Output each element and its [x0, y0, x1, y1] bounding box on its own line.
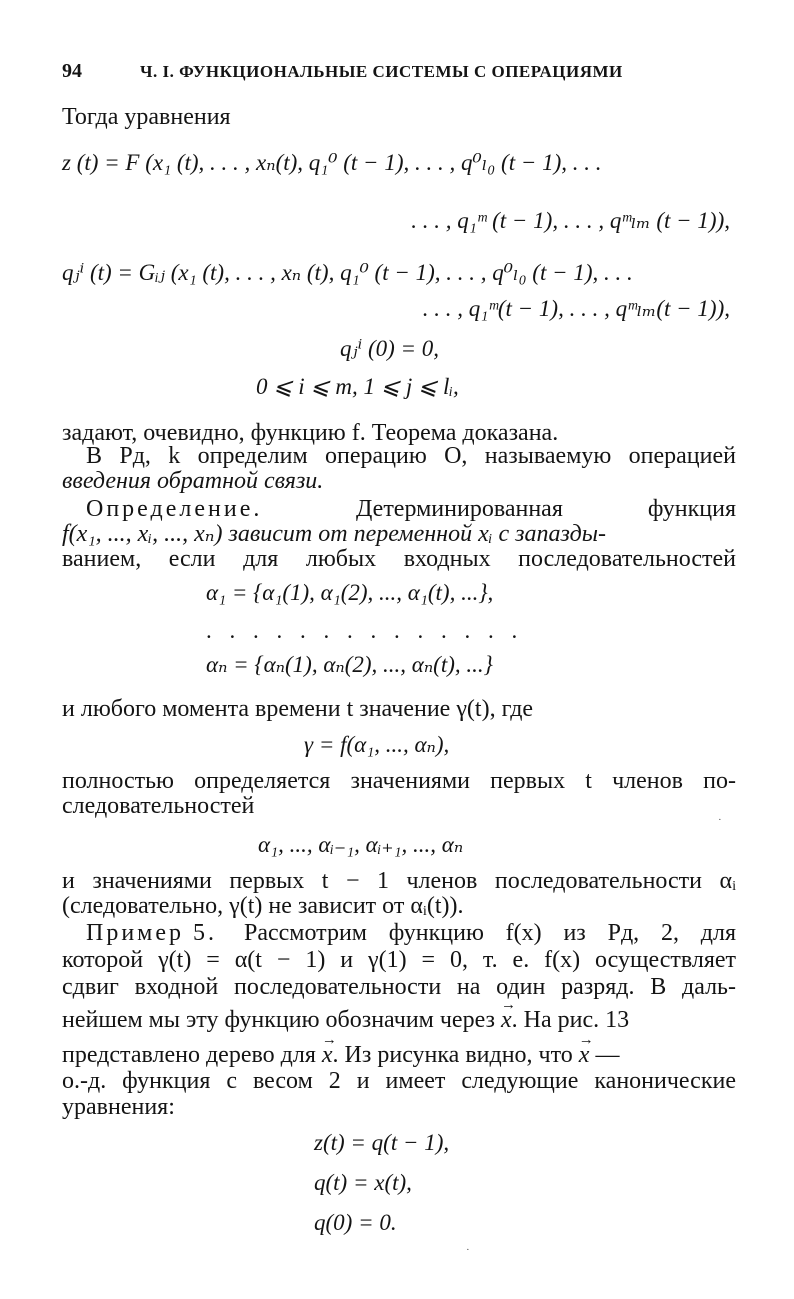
x-arrow-symbol: → x	[579, 1040, 590, 1070]
theorem-proved-line: задают, очевидно, функцию f. Теорема доказана.	[62, 420, 559, 446]
equations-intro: Тогда уравнения	[62, 104, 231, 130]
text-determined-line-2: следовательностей	[62, 793, 255, 819]
example-line-5-text-b: . Из рисунка видно, что	[332, 1042, 573, 1068]
example-line-6: о.-д. функция с весом 2 и имеет следующие канонические	[62, 1068, 736, 1094]
x-arrow-symbol: → x	[322, 1040, 333, 1070]
definition-line-3: ванием, если для любых входных последовательностей	[62, 546, 736, 572]
equation-q-line-2: . . . , q₁ᵐ(t − 1), . . . , qᵐₗₘ(t − 1)),	[422, 296, 730, 321]
example-line-1-rest: Рассмотрим функцию f(x) из Pд, 2, для	[244, 920, 736, 946]
text-determined-line-1: полностью определяется значениями первых t членов по-	[62, 768, 736, 794]
equation-z-line-1: z (t) = F (x₁ (t), . . . , xₙ(t), q₁⁰ (t − 1), . . . , q⁰ₗ₀ (t − 1), . . .	[62, 150, 602, 175]
equation-q-initial: qⱼⁱ (0) = 0,	[340, 336, 440, 361]
definition-line-2: f(x₁, ..., xᵢ, ..., xₙ) зависит от переменной xᵢ с запазды-	[62, 521, 606, 547]
example-line-5-text-a: представлено дерево для	[62, 1042, 316, 1068]
equation-gamma: γ = f(α₁, ..., αₙ),	[304, 732, 450, 757]
stray-ink-mark: ·	[466, 1244, 470, 1256]
equation-z-line-2: . . . , q₁ᵐ (t − 1), . . . , qᵐₗₘ (t − 1)),	[411, 208, 730, 233]
example-line-7: уравнения:	[62, 1094, 175, 1120]
equation-index-range: 0 ⩽ i ⩽ m, 1 ⩽ j ⩽ lᵢ,	[256, 374, 459, 399]
text-values-line-2: (следовательно, γ(t) не зависит от αᵢ(t)).	[62, 893, 464, 919]
equation-alpha-list: α₁, ..., αᵢ₋₁, αᵢ₊₁, ..., αₙ	[258, 832, 464, 857]
text-values-line-1: и значениями первых t − 1 членов последовательности αᵢ	[62, 868, 736, 894]
example-line-4	[62, 1005, 736, 1035]
equation-alpha-1: α₁ = {α₁(1), α₁(2), ..., α₁(t), ...},	[206, 580, 494, 605]
equation-alpha-n: αₙ = {αₙ(1), αₙ(2), ..., αₙ(t), ...}	[206, 652, 493, 677]
example-line-2: которой γ(t) = α(t − 1) и γ(1) = 0, т. е. f(x) осуществляет	[62, 947, 736, 973]
text-moment-of-time: и любого момента времени t значение γ(t), где	[62, 696, 534, 722]
equation-dots-row: . . . . . . . . . . . . . .	[206, 618, 524, 643]
equation-canonical-q: q(t) = x(t),	[314, 1170, 412, 1195]
definition-label: Определение.	[86, 496, 263, 522]
equation-canonical-init: q(0) = 0.	[314, 1210, 397, 1235]
page-number: 94	[62, 60, 82, 82]
equation-q-line-1: qⱼⁱ (t) = Gᵢⱼ (x₁ (t), . . . , xₙ (t), q₁⁰ (t − 1), . . . , q⁰ₗ₀ (t − 1), . . .	[62, 260, 633, 285]
example-line-4-text-b: . На рис. 13	[511, 1007, 630, 1033]
example-line-3: сдвиг входной последовательности на один разряд. В даль-	[62, 974, 736, 1000]
equation-canonical-z: z(t) = q(t − 1),	[314, 1130, 450, 1155]
running-title: Ч. I. ФУНКЦИОНАЛЬНЫЕ СИСТЕМЫ С ОПЕРАЦИЯМИ	[140, 62, 623, 81]
example-label: Пример 5.	[86, 920, 218, 946]
operation-o-line-1: В Pд, k определим операцию O, называемую операцией	[86, 443, 736, 469]
definition-line-1-rest: Детерминированная функция	[356, 496, 736, 522]
stray-ink-mark: ·	[718, 814, 722, 826]
example-line-5-text-c: —	[589, 1042, 620, 1068]
x-arrow-symbol: → x	[501, 1005, 512, 1035]
example-line-4-text-a: нейшем мы эту функцию обозначим через	[62, 1007, 495, 1033]
operation-o-line-2: введения обратной связи.	[62, 468, 324, 494]
